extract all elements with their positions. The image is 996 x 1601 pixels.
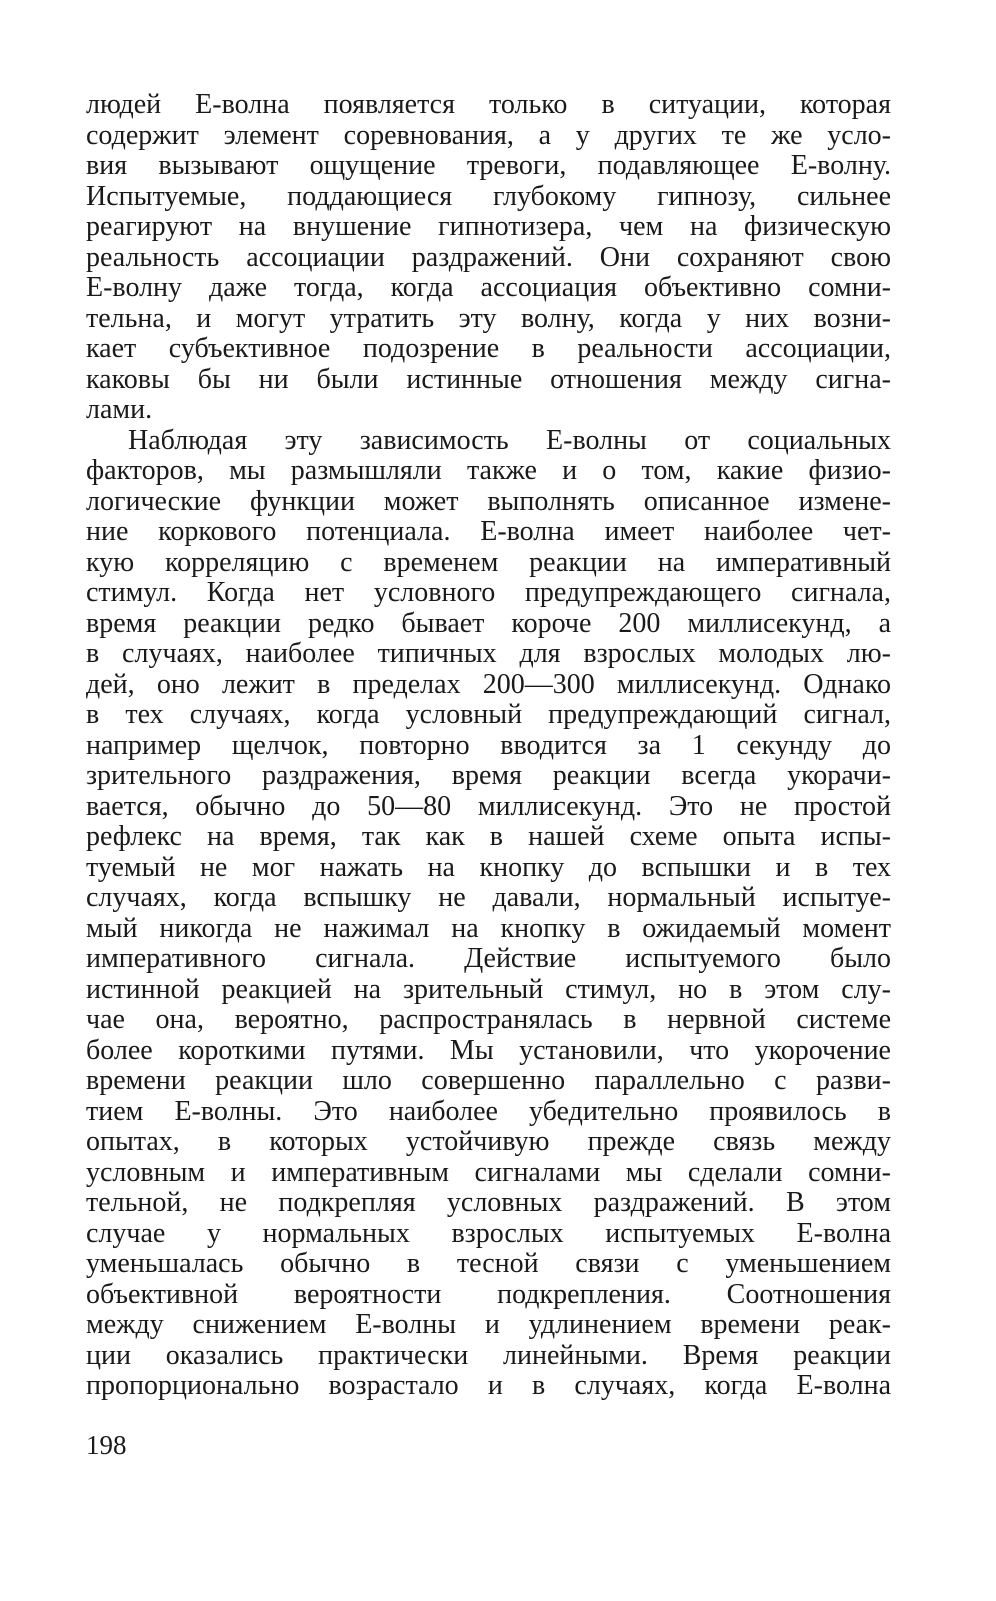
text-line: объективной вероятности подкрепления. Соотношения [86,1279,891,1310]
text-line: содержит элемент соревнования, а у других те же усло- [86,120,891,151]
text-line: лами. [86,395,153,425]
text-line: между снижением E-волны и удлинением времени реак- [86,1310,891,1340]
text-line: времени реакции шло совершенно параллельно с разви- [86,1066,891,1096]
text-line: истинной реакцией на зрительный стимул, но в этом слу- [86,974,891,1005]
text-line: пропорционально возрастало и в случаях, когда E-волна [86,1371,891,1401]
text-line: Наблюдая эту зависимость E-волны от социальных [128,425,891,456]
text-line: условным и императивным сигналами мы сделали сомни- [86,1157,891,1188]
text-line: уменьшалась обычно в тесной связи с уменьшением [86,1249,891,1279]
page-number: 198 [86,1430,127,1460]
text-line: реальность ассоциации раздражений. Они сохраняют свою [86,242,891,273]
text-line: императивного сигнала. Действие испытуемого было [86,944,891,974]
text-line: в случаях, наиболее типичных для взрослых молодых лю- [86,639,891,669]
text-line: например щелчок, повторно вводится за 1 секунду до [86,730,891,761]
text-line: каковы бы ни были истинные отношения между сигна- [86,364,891,395]
text-line: кает субъективное подозрение в реальности ассоциации, [86,334,891,364]
text-line: ции оказались практически линейными. Время реакции [86,1340,891,1371]
text-line: случае у нормальных взрослых испытуемых E-волна [86,1218,891,1249]
text-line: Испытуемые, поддающиеся глубокому гипнозу, сильнее [86,181,891,212]
text-line: мый никогда не нажимал на кнопку в ожидаемый момент [86,913,891,944]
text-line: случаях, когда вспышку не давали, нормальный испытуе- [86,883,891,913]
text-line: тием E-волны. Это наиболее убедительно проявилось в [86,1096,891,1127]
text-line: кую корреляцию с временем реакции на императивный [86,547,891,578]
text-line: время реакции редко бывает короче 200 миллисекунд, а [86,608,891,639]
text-line: туемый не мог нажать на кнопку до вспышки и в тех [86,852,891,883]
text-line: опытах, в которых устойчивую прежде связь между [86,1127,891,1157]
text-line: вается, обычно до 50—80 миллисекунд. Это не простой [86,791,891,822]
text-line: E-волну даже тогда, когда ассоциация объективно сомни- [86,273,891,303]
text-line: факторов, мы размышляли также и о том, какие физио- [86,456,891,486]
text-line: вия вызывают ощущение тревоги, подавляющее E-волну. [86,151,891,181]
text-line: зрительного раздражения, время реакции всегда укорачи- [86,761,891,791]
text-line: рефлекс на время, так как в нашей схеме опыта испы- [86,822,891,852]
paragraph-2 [86,426,891,1402]
text-line: стимул. Когда нет условного предупреждающего сигнала, [86,578,891,608]
text-line: людей E-волна появляется только в ситуации, которая [86,90,891,120]
text-line: чае она, вероятно, распространялась в нервной системе [86,1005,891,1035]
text-line: тельна, и могут утратить эту волну, когда у них возни- [86,303,891,334]
text-line: ние коркового потенциала. E-волна имеет наиболее чет- [86,517,891,547]
text-line: реагируют на внушение гипнотизера, чем на физическую [86,212,891,242]
text-line: тельной, не подкрепляя условных раздражений. В этом [86,1188,891,1218]
text-line: в тех случаях, когда условный предупреждающий сигнал, [86,700,891,730]
paragraph-1 [86,90,891,426]
text-line: более короткими путями. Мы установили, что укорочение [86,1035,891,1066]
text-line: логические функции может выполнять описанное измене- [86,486,891,517]
page-body [86,90,891,1402]
text-line: дей, оно лежит в пределах 200—300 миллисекунд. Однако [86,669,891,700]
